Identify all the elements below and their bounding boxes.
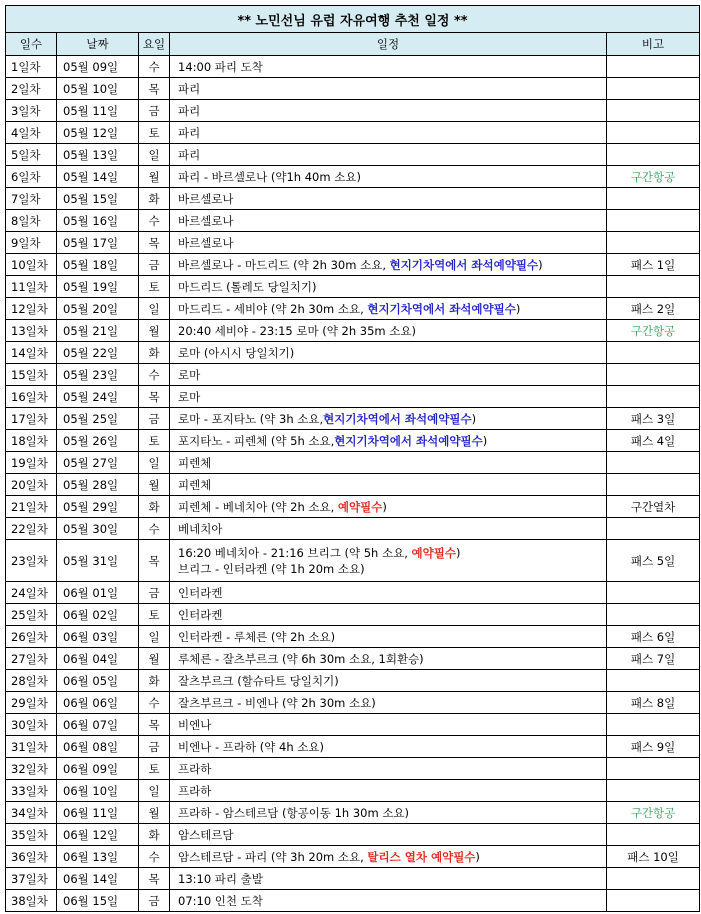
- table-row: [6, 736, 700, 758]
- cell-schedule: [170, 342, 607, 364]
- cell-schedule: [170, 846, 607, 868]
- cell-note: [607, 364, 700, 386]
- cell-schedule: [170, 78, 607, 100]
- schedule-text: 프라하: [178, 761, 212, 776]
- cell-note: 패스 3일: [607, 408, 700, 430]
- cell-day: 1일차: [6, 56, 57, 78]
- cell-date: 05월 09일: [57, 56, 139, 78]
- cell-day: 38일차: [6, 890, 57, 912]
- schedule-text: 바르셀로나: [178, 235, 234, 250]
- cell-schedule: [170, 276, 607, 298]
- schedule-text: 암스테르담 - 파리 (약 3h 20m 소요,: [178, 849, 368, 864]
- cell-schedule: [170, 670, 607, 692]
- table-row: [6, 452, 700, 474]
- schedule-text: 암스테르담: [178, 827, 234, 842]
- table-row: [6, 166, 700, 188]
- cell-note: [607, 758, 700, 780]
- cell-day: 28일차: [6, 670, 57, 692]
- cell-schedule: [170, 320, 607, 342]
- schedule-text: 피렌체: [178, 455, 212, 470]
- schedule-text: 바르셀로나: [178, 213, 234, 228]
- cell-date: 05월 17일: [57, 232, 139, 254]
- cell-date: 05월 20일: [57, 298, 139, 320]
- cell-weekday: 일: [139, 626, 170, 648]
- cell-schedule: [170, 254, 607, 276]
- cell-date: 06월 10일: [57, 780, 139, 802]
- schedule-text: 피렌체 - 베네치아 (약 2h 소요,: [178, 499, 338, 514]
- table-row: [6, 890, 700, 912]
- cell-schedule: [170, 100, 607, 122]
- cell-date: 05월 10일: [57, 78, 139, 100]
- header-day: 일수: [6, 33, 57, 56]
- cell-date: 06월 14일: [57, 868, 139, 890]
- cell-day: 4일차: [6, 122, 57, 144]
- cell-note: [607, 868, 700, 890]
- cell-date: 05월 11일: [57, 100, 139, 122]
- cell-date: 06월 01일: [57, 582, 139, 604]
- cell-day: 17일차: [6, 408, 57, 430]
- cell-weekday: 금: [139, 890, 170, 912]
- table-row: [6, 408, 700, 430]
- cell-date: 05월 23일: [57, 364, 139, 386]
- schedule-text: 파리: [178, 103, 201, 118]
- itinerary-table: [5, 5, 700, 912]
- cell-schedule: [170, 122, 607, 144]
- cell-note: [607, 210, 700, 232]
- cell-schedule: [170, 890, 607, 912]
- table-row: [6, 846, 700, 868]
- cell-weekday: 월: [139, 166, 170, 188]
- cell-note: [607, 144, 700, 166]
- table-row: [6, 648, 700, 670]
- schedule-text: 잘츠부르크 - 비엔나 (약 2h 30m 소요): [178, 695, 376, 710]
- cell-schedule: [170, 364, 607, 386]
- schedule-text: 13:10 파리 출발: [178, 871, 263, 886]
- schedule-text-line2: 브리그 - 인터라켄 (약 1h 20m 소요): [178, 561, 365, 576]
- schedule-text: 로마 (아시시 당일치기): [178, 345, 295, 360]
- cell-day: 6일차: [6, 166, 57, 188]
- cell-note: [607, 670, 700, 692]
- schedule-text: 20:40 세비야 - 23:15 로마 (약 2h 35m 소요): [178, 323, 416, 338]
- cell-day: 30일차: [6, 714, 57, 736]
- cell-weekday: 목: [139, 868, 170, 890]
- cell-weekday: 금: [139, 736, 170, 758]
- table-row: [6, 518, 700, 540]
- cell-day: 10일차: [6, 254, 57, 276]
- table-row: [6, 298, 700, 320]
- cell-weekday: 금: [139, 254, 170, 276]
- cell-note: 구간열차: [607, 496, 700, 518]
- cell-weekday: 토: [139, 758, 170, 780]
- table-row: [6, 78, 700, 100]
- cell-day: 31일차: [6, 736, 57, 758]
- schedule-text: 인터라켄 - 루체른 (약 2h 소요): [178, 629, 336, 644]
- cell-schedule: [170, 758, 607, 780]
- schedule-text: 프라하 - 암스테르담 (항공이동 1h 30m 소요): [178, 805, 410, 820]
- cell-date: 06월 13일: [57, 846, 139, 868]
- table-row: [6, 122, 700, 144]
- cell-day: 26일차: [6, 626, 57, 648]
- table-row: [6, 232, 700, 254]
- cell-day: 12일차: [6, 298, 57, 320]
- cell-note: [607, 518, 700, 540]
- schedule-text: 비엔나 - 프라하 (약 4h 소요): [178, 739, 324, 754]
- cell-weekday: 월: [139, 802, 170, 824]
- schedule-text: 바르셀로나: [178, 191, 234, 206]
- cell-note: [607, 452, 700, 474]
- cell-weekday: 수: [139, 692, 170, 714]
- cell-weekday: 목: [139, 386, 170, 408]
- cell-date: 05월 31일: [57, 540, 139, 582]
- table-row: [6, 56, 700, 78]
- schedule-text: 마드리드 - 세비야 (약 2h 30m 소요,: [178, 301, 368, 316]
- cell-schedule: [170, 474, 607, 496]
- cell-note: [607, 342, 700, 364]
- cell-note: [607, 100, 700, 122]
- cell-day: 18일차: [6, 430, 57, 452]
- cell-weekday: 수: [139, 210, 170, 232]
- cell-date: 05월 26일: [57, 430, 139, 452]
- schedule-text: 잘츠부르크 (할슈타트 당일치기): [178, 673, 339, 688]
- cell-weekday: 수: [139, 364, 170, 386]
- table-row: [6, 100, 700, 122]
- table-row: [6, 670, 700, 692]
- schedule-text: 07:10 인천 도착: [178, 893, 263, 908]
- cell-weekday: 일: [139, 452, 170, 474]
- schedule-highlight: 예약필수: [337, 499, 383, 514]
- schedule-highlight: 현지기차역에서 좌석예약필수: [367, 301, 516, 316]
- cell-schedule: [170, 496, 607, 518]
- cell-weekday: 수: [139, 846, 170, 868]
- cell-day: 8일차: [6, 210, 57, 232]
- table-row: [6, 210, 700, 232]
- cell-weekday: 월: [139, 320, 170, 342]
- schedule-text: 마드리드 (톨레도 당일치기): [178, 279, 317, 294]
- cell-day: 16일차: [6, 386, 57, 408]
- cell-day: 36일차: [6, 846, 57, 868]
- cell-schedule: [170, 452, 607, 474]
- cell-note: [607, 582, 700, 604]
- cell-schedule: [170, 604, 607, 626]
- cell-schedule: [170, 232, 607, 254]
- cell-day: 24일차: [6, 582, 57, 604]
- schedule-text: 피렌체: [178, 477, 212, 492]
- cell-date: 05월 28일: [57, 474, 139, 496]
- cell-note: [607, 824, 700, 846]
- cell-schedule: [170, 582, 607, 604]
- cell-schedule: [170, 626, 607, 648]
- cell-schedule: [170, 868, 607, 890]
- cell-schedule: [170, 714, 607, 736]
- cell-day: 29일차: [6, 692, 57, 714]
- cell-date: 06월 05일: [57, 670, 139, 692]
- cell-weekday: 목: [139, 714, 170, 736]
- cell-weekday: 금: [139, 100, 170, 122]
- cell-day: 5일차: [6, 144, 57, 166]
- cell-date: 05월 15일: [57, 188, 139, 210]
- cell-weekday: 화: [139, 496, 170, 518]
- table-header-row: [6, 33, 700, 56]
- cell-date: 05월 21일: [57, 320, 139, 342]
- cell-note: [607, 276, 700, 298]
- cell-day: 35일차: [6, 824, 57, 846]
- cell-note: [607, 188, 700, 210]
- cell-note: 패스 4일: [607, 430, 700, 452]
- cell-schedule: [170, 408, 607, 430]
- cell-weekday: 금: [139, 582, 170, 604]
- cell-schedule: [170, 736, 607, 758]
- cell-note: [607, 78, 700, 100]
- cell-weekday: 화: [139, 188, 170, 210]
- cell-weekday: 목: [139, 540, 170, 582]
- table-row: [6, 188, 700, 210]
- cell-date: 05월 24일: [57, 386, 139, 408]
- cell-weekday: 월: [139, 648, 170, 670]
- cell-date: 05월 12일: [57, 122, 139, 144]
- table-row: [6, 144, 700, 166]
- cell-schedule: [170, 802, 607, 824]
- cell-note: 패스 8일: [607, 692, 700, 714]
- table-row: [6, 540, 700, 582]
- cell-weekday: 월: [139, 474, 170, 496]
- cell-note: 구간항공: [607, 320, 700, 342]
- schedule-text: 비엔나: [178, 717, 212, 732]
- cell-day: 22일차: [6, 518, 57, 540]
- cell-schedule: [170, 780, 607, 802]
- schedule-text: 바르셀로나 - 마드리드 (약 2h 30m 소요,: [178, 257, 390, 272]
- cell-note: [607, 604, 700, 626]
- cell-schedule: [170, 824, 607, 846]
- cell-note: 패스 1일: [607, 254, 700, 276]
- cell-weekday: 토: [139, 430, 170, 452]
- cell-day: 32일차: [6, 758, 57, 780]
- schedule-highlight: 현지기차역에서 좌석예약필수: [334, 433, 483, 448]
- schedule-highlight: 현지기차역에서 좌석예약필수: [323, 411, 472, 426]
- cell-note: [607, 56, 700, 78]
- schedule-text: 로마: [178, 389, 201, 404]
- cell-date: 06월 08일: [57, 736, 139, 758]
- cell-note: [607, 780, 700, 802]
- schedule-text-end: ): [471, 411, 477, 426]
- cell-weekday: 토: [139, 122, 170, 144]
- cell-weekday: 화: [139, 342, 170, 364]
- cell-date: 06월 12일: [57, 824, 139, 846]
- cell-day: 13일차: [6, 320, 57, 342]
- schedule-text: 로마: [178, 367, 201, 382]
- cell-day: 15일차: [6, 364, 57, 386]
- cell-day: 20일차: [6, 474, 57, 496]
- schedule-text: 파리: [178, 147, 201, 162]
- table-row: [6, 342, 700, 364]
- schedule-text: 인터라켄: [178, 607, 223, 622]
- cell-day: 9일차: [6, 232, 57, 254]
- cell-schedule: [170, 648, 607, 670]
- cell-weekday: 수: [139, 56, 170, 78]
- cell-weekday: 토: [139, 276, 170, 298]
- cell-note: 패스 9일: [607, 736, 700, 758]
- cell-day: 21일차: [6, 496, 57, 518]
- table-row: [6, 474, 700, 496]
- cell-schedule: [170, 188, 607, 210]
- cell-date: 05월 30일: [57, 518, 139, 540]
- cell-note: [607, 474, 700, 496]
- cell-weekday: 목: [139, 78, 170, 100]
- cell-day: 7일차: [6, 188, 57, 210]
- cell-note: 패스 6일: [607, 626, 700, 648]
- table-row: [6, 496, 700, 518]
- schedule-highlight: 탈리스 열차 예약필수: [367, 849, 476, 864]
- cell-day: 14일차: [6, 342, 57, 364]
- cell-day: 11일차: [6, 276, 57, 298]
- cell-date: 06월 15일: [57, 890, 139, 912]
- cell-day: 3일차: [6, 100, 57, 122]
- cell-schedule: [170, 692, 607, 714]
- cell-day: 37일차: [6, 868, 57, 890]
- cell-date: 05월 25일: [57, 408, 139, 430]
- table-row: [6, 604, 700, 626]
- cell-date: 05월 19일: [57, 276, 139, 298]
- cell-note: 패스 10일: [607, 846, 700, 868]
- schedule-text-end: ): [538, 257, 543, 272]
- cell-note: [607, 890, 700, 912]
- cell-date: 06월 02일: [57, 604, 139, 626]
- table-row: [6, 320, 700, 342]
- cell-day: 34일차: [6, 802, 57, 824]
- table-row: [6, 780, 700, 802]
- schedule-highlight: 현지기차역에서 좌석예약필수: [389, 257, 539, 272]
- table-row: [6, 626, 700, 648]
- schedule-text-end: ): [475, 849, 480, 864]
- cell-note: 구간항공: [607, 166, 700, 188]
- schedule-text-end: ): [515, 301, 521, 316]
- cell-note: [607, 386, 700, 408]
- cell-note: [607, 714, 700, 736]
- table-row: [6, 802, 700, 824]
- cell-date: 06월 09일: [57, 758, 139, 780]
- cell-day: 23일차: [6, 540, 57, 582]
- table-row: [6, 714, 700, 736]
- schedule-text-end: ): [382, 499, 387, 514]
- schedule-text-end: ): [455, 545, 461, 560]
- cell-weekday: 일: [139, 780, 170, 802]
- table-row: [6, 386, 700, 408]
- table-row: [6, 364, 700, 386]
- cell-schedule: [170, 540, 607, 582]
- cell-schedule: [170, 210, 607, 232]
- schedule-text: 프라하: [178, 783, 212, 798]
- cell-weekday: 토: [139, 604, 170, 626]
- header-weekday: 요일: [139, 33, 170, 56]
- cell-schedule: [170, 166, 607, 188]
- cell-day: 27일차: [6, 648, 57, 670]
- cell-schedule: [170, 56, 607, 78]
- cell-weekday: 금: [139, 408, 170, 430]
- cell-date: 06월 11일: [57, 802, 139, 824]
- table-row: [6, 430, 700, 452]
- itinerary-sheet: [5, 5, 699, 912]
- table-row: [6, 824, 700, 846]
- cell-weekday: 화: [139, 824, 170, 846]
- schedule-text: 파리 - 바르셀로나 (약1h 40m 소요): [178, 169, 361, 184]
- schedule-text: 14:00 파리 도착: [178, 59, 263, 74]
- cell-date: 06월 03일: [57, 626, 139, 648]
- cell-date: 06월 06일: [57, 692, 139, 714]
- cell-date: 05월 13일: [57, 144, 139, 166]
- cell-date: 05월 16일: [57, 210, 139, 232]
- cell-note: 구간항공: [607, 802, 700, 824]
- schedule-text: 루체른 - 잘츠부르크 (약 6h 30m 소요, 1회환승): [178, 651, 424, 666]
- cell-note: [607, 122, 700, 144]
- cell-weekday: 목: [139, 232, 170, 254]
- cell-date: 05월 18일: [57, 254, 139, 276]
- cell-day: 33일차: [6, 780, 57, 802]
- cell-note: [607, 232, 700, 254]
- header-date: 날짜: [57, 33, 139, 56]
- cell-weekday: 화: [139, 670, 170, 692]
- schedule-text: 파리: [178, 125, 201, 140]
- table-row: [6, 758, 700, 780]
- header-schedule: 일정: [170, 33, 607, 56]
- page-title: ** 노민선님 유럽 자유여행 추천 일정 **: [6, 6, 700, 33]
- cell-note: 패스 7일: [607, 648, 700, 670]
- table-row: [6, 868, 700, 890]
- cell-date: 06월 04일: [57, 648, 139, 670]
- cell-date: 06월 07일: [57, 714, 139, 736]
- schedule-text: 파리: [178, 81, 201, 96]
- cell-date: 05월 29일: [57, 496, 139, 518]
- cell-schedule: [170, 386, 607, 408]
- schedule-text: 16:20 베네치아 - 21:16 브리그 (약 5h 소요,: [178, 545, 412, 560]
- header-note: 비고: [607, 33, 700, 56]
- table-row: [6, 692, 700, 714]
- table-row: [6, 254, 700, 276]
- cell-day: 25일차: [6, 604, 57, 626]
- cell-date: 05월 27일: [57, 452, 139, 474]
- cell-schedule: [170, 298, 607, 320]
- cell-weekday: 일: [139, 144, 170, 166]
- cell-date: 05월 22일: [57, 342, 139, 364]
- cell-day: 19일차: [6, 452, 57, 474]
- cell-schedule: [170, 144, 607, 166]
- schedule-text: 인터라켄: [178, 585, 223, 600]
- cell-weekday: 일: [139, 298, 170, 320]
- cell-note: 패스 5일: [607, 540, 700, 582]
- table-row: [6, 276, 700, 298]
- schedule-text: 로마 - 포지타노 (약 3h 소요,: [178, 411, 324, 426]
- cell-schedule: [170, 518, 607, 540]
- schedule-highlight: 예약필수: [411, 545, 456, 560]
- schedule-text-end: ): [482, 433, 488, 448]
- cell-weekday: 수: [139, 518, 170, 540]
- schedule-text: 포지타노 - 피렌체 (약 5h 소요,: [178, 433, 335, 448]
- table-row: [6, 582, 700, 604]
- cell-schedule: [170, 430, 607, 452]
- cell-day: 2일차: [6, 78, 57, 100]
- cell-date: 05월 14일: [57, 166, 139, 188]
- cell-note: 패스 2일: [607, 298, 700, 320]
- schedule-text: 베네치아: [178, 521, 223, 536]
